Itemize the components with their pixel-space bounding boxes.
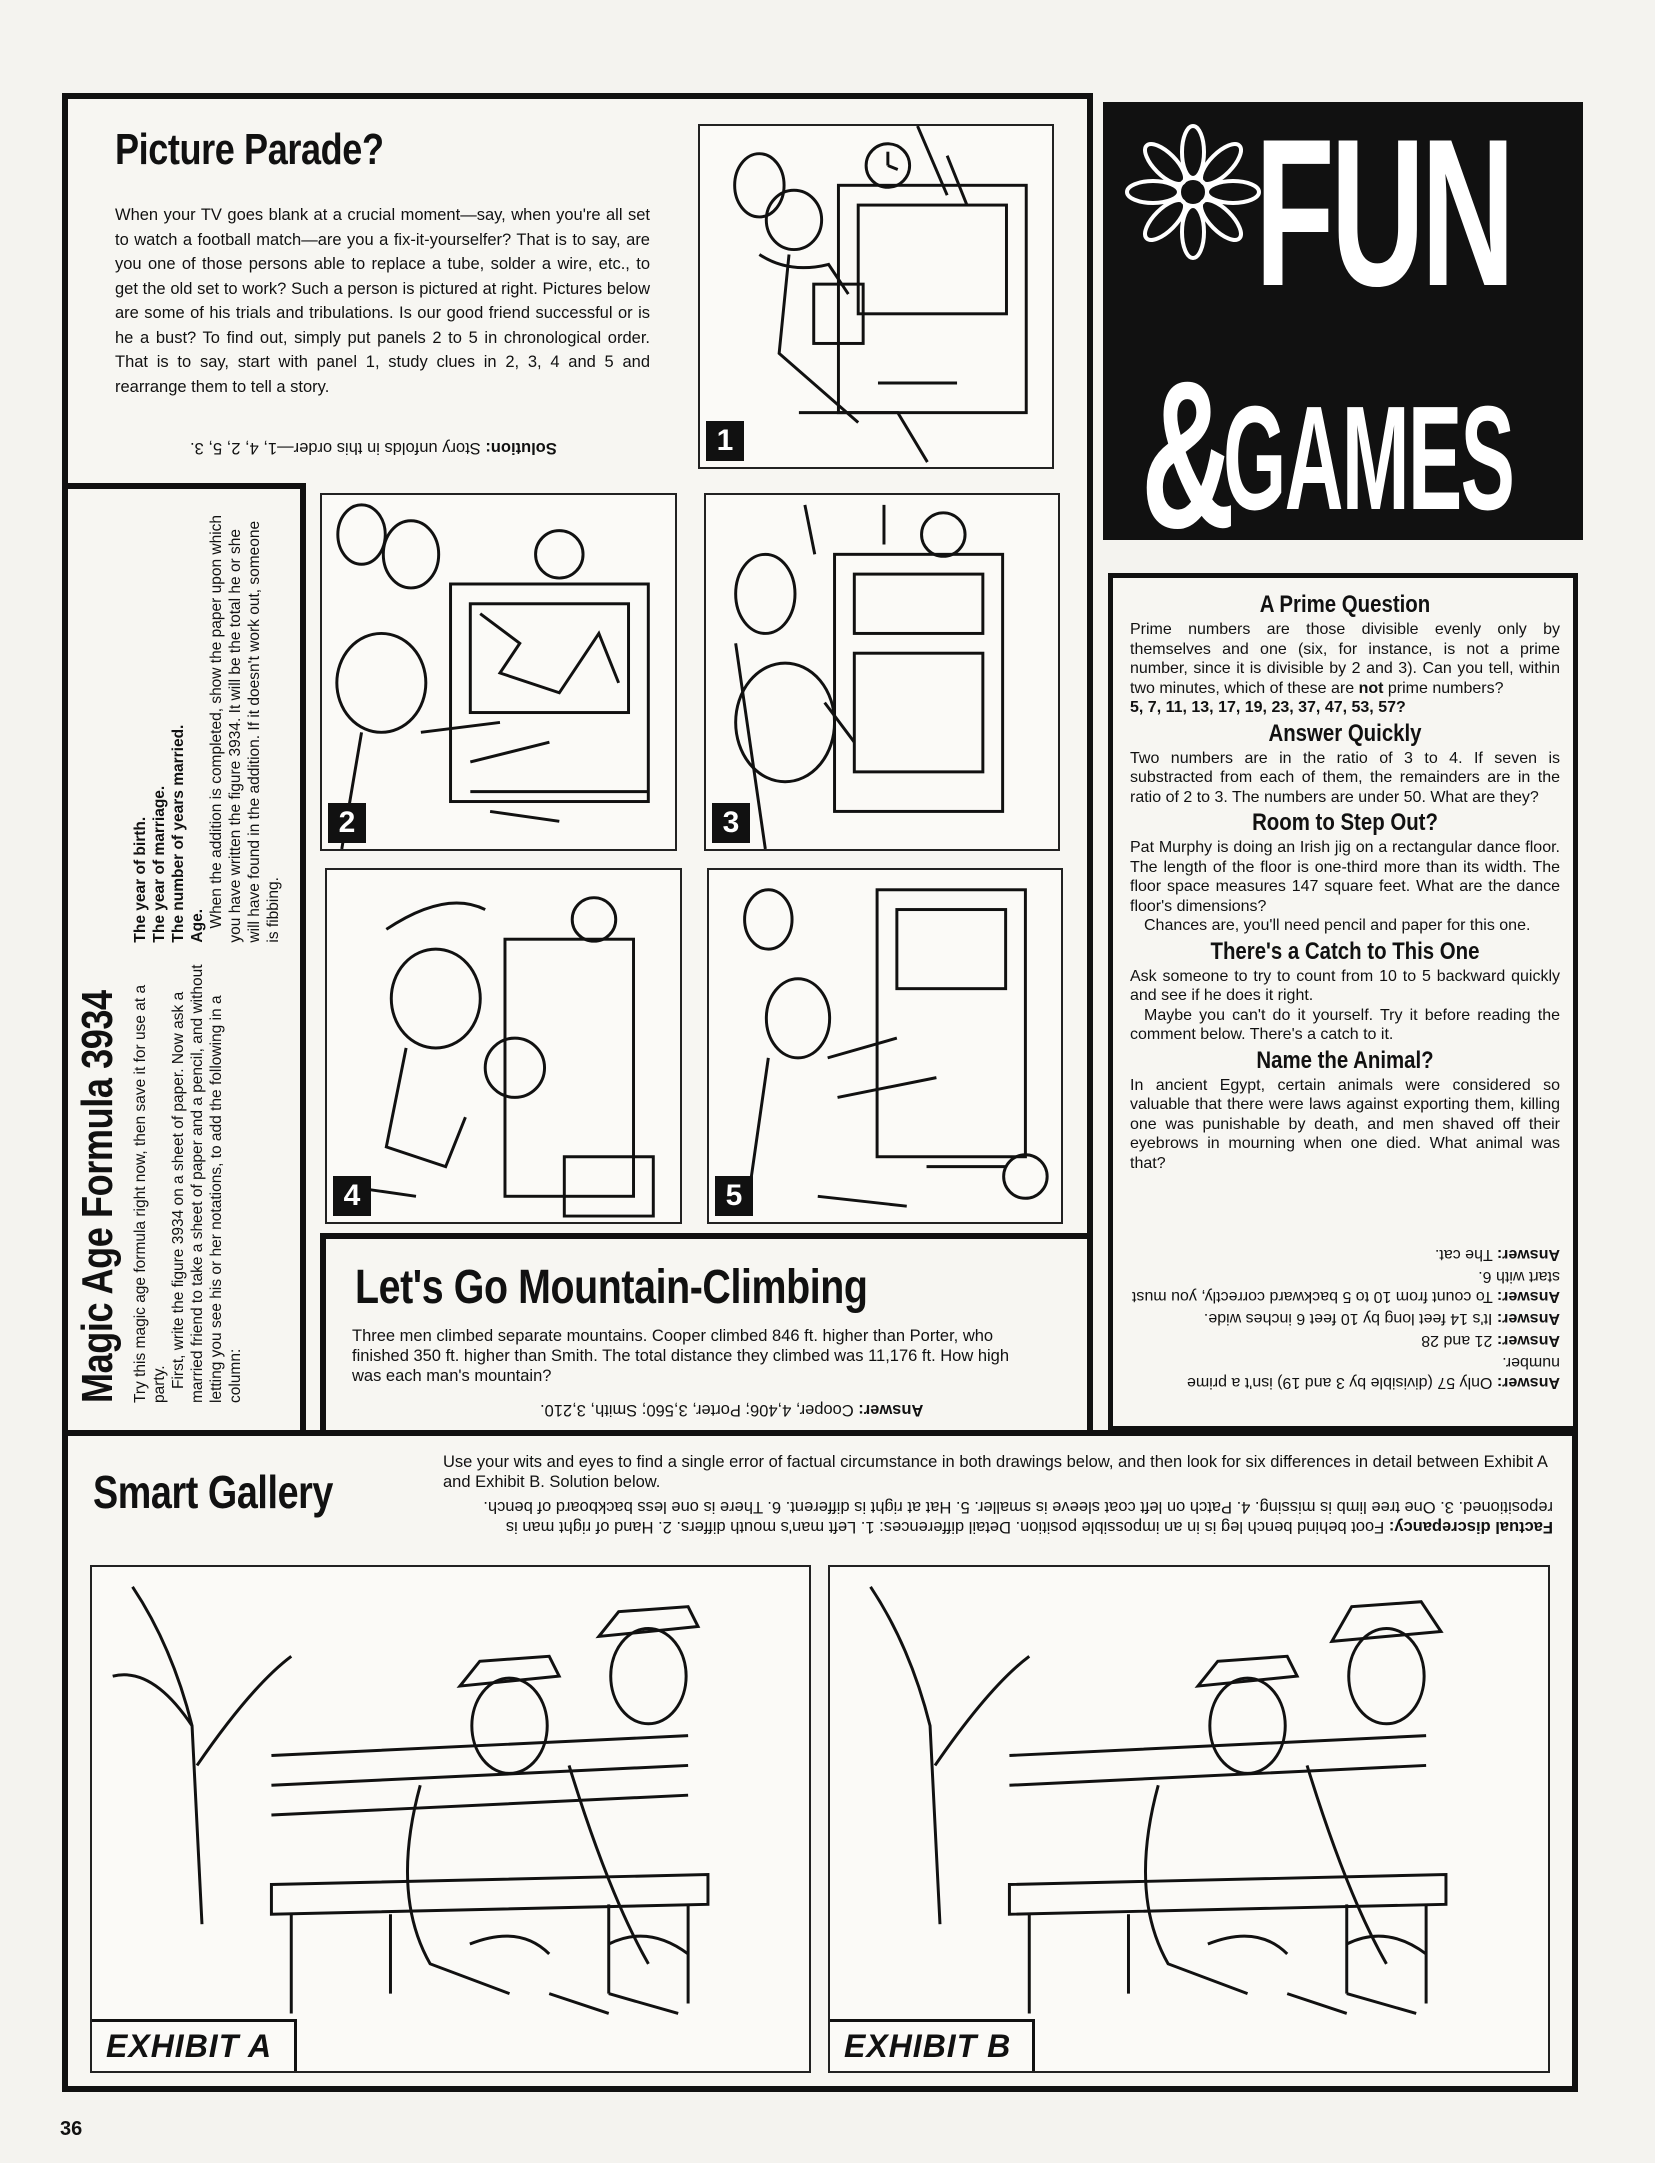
list-item: Age. xyxy=(189,908,206,943)
tv-repair-illustration-3 xyxy=(706,495,1058,849)
magic-age-list xyxy=(131,508,207,943)
panel-number: 4 xyxy=(333,1176,371,1216)
exhibit-b xyxy=(828,1565,1550,2073)
fun-and-games-header xyxy=(1103,95,1583,572)
puzzle-text: Pat Murphy is doing an Irish jig on a rectangular dance floor. The length of the floor is one-third more than its width. The floor space measures 147 square feet. What are the dance floor's dimensions? xyxy=(1130,839,1560,915)
exhibit-b-label: EXHIBIT B xyxy=(830,2019,1035,2071)
answer-item: Answer: Only 57 (divisible by 3 and 19) isn't a prime number. xyxy=(1187,1354,1560,1391)
exhibit-a xyxy=(90,1565,811,2073)
panel-3 xyxy=(704,493,1060,851)
tv-repair-illustration-2 xyxy=(322,495,675,849)
exhibit-a-label: EXHIBIT A xyxy=(92,2019,297,2071)
ampersand: & xyxy=(1141,337,1236,572)
smart-gallery-solution xyxy=(443,1497,1553,1537)
solution-text: Foot behind bench leg is in an impossible position. Detail differences: 1. Left man's mouth differs. 2. Hand of right man is repositioned. 3. One tree limb is missing. 4. Patch on left coat sleeve is smaller. 5. Hat at right is different. 6. There is one less backboard of bench. xyxy=(483,1498,1553,1536)
answer-text: Cooper, 4,406; Porter, 3,560; Smith, 3,210. xyxy=(540,1401,859,1419)
panel-number: 3 xyxy=(712,803,750,843)
fun-heading: FUN xyxy=(1255,95,1512,330)
prime-number-list: 5, 7, 11, 13, 17, 19, 23, 37, 47, 53, 57? xyxy=(1130,699,1406,716)
magic-age-instructions: First, write the figure 3934 on a sheet of paper. Now ask a married friend to take a sheet of paper and a pencil, and without letting you see his or her notations, to add the following in a column: xyxy=(170,964,244,1403)
puzzles-list xyxy=(1130,589,1560,1173)
bench-illustration-a xyxy=(92,1567,809,2071)
puzzle-title: Room to Step Out? xyxy=(1252,809,1438,836)
smart-gallery-intro: Use your wits and eyes to find a single error of factual circumstance in both drawings below, and then look for six differences in detail between Exhibit A and Exhibit B. Solution below. xyxy=(443,1453,1547,1491)
puzzle-text: Chances are, you'll need pencil and paper for this one. xyxy=(1144,917,1531,934)
puzzle-title: A Prime Question xyxy=(1259,591,1431,618)
page-number: 36 xyxy=(60,2118,83,2140)
tv-repair-illustration-5 xyxy=(709,870,1061,1222)
picture-parade-solution xyxy=(190,438,557,457)
list-item: The number of years married. xyxy=(170,724,187,943)
answer-item: Answer: 21 and 28 xyxy=(1421,1332,1560,1349)
solution-text: Story unfolds in this order—1, 4, 2, 5, 3. xyxy=(190,439,486,457)
mountain-answer xyxy=(540,1400,923,1419)
list-item: The year of marriage. xyxy=(151,785,168,943)
mountain-text: Three men climbed separate mountains. Cooper climbed 846 ft. higher than Porter, who finished 350 ft. higher than Smith. The total distance they climbed was 11,176 ft. How high was each man's mountain? xyxy=(352,1327,1010,1385)
games-heading: GAMES xyxy=(1223,376,1514,541)
solution-label: Factual discrepancy: xyxy=(1388,1518,1553,1536)
puzzle-title: There's a Catch to This One xyxy=(1210,937,1480,965)
magic-age-section xyxy=(65,488,285,1423)
magic-age-conclusion: When the addition is completed, show the paper upon which you have written the figure 3934. It will be the total he or she will have found in the addition. If it doesn't work out, someone is fibbing. xyxy=(208,514,282,943)
tv-repair-illustration-1 xyxy=(700,126,1052,467)
panel-4 xyxy=(325,868,682,1224)
panel-2 xyxy=(320,493,677,851)
magic-age-intro: Try this magic age formula right now, then save it for use at a party. xyxy=(132,984,168,1403)
emphasis: not xyxy=(1358,679,1384,697)
puzzle-text: In ancient Egypt, certain animals were considered so valuable that there were laws against exporting them, killing one was punishable by death, and men shaved off their eyebrows in mourning when one died. What animal was that? xyxy=(1130,1076,1560,1172)
flower-icon xyxy=(1123,122,1263,262)
answer-item: Answer: It's 14 feet long by 10 feet 6 inches wide. xyxy=(1203,1310,1560,1327)
panel-number: 1 xyxy=(706,421,744,461)
bench-illustration-b xyxy=(830,1567,1548,2071)
puzzle-text: Prime numbers are those divisible evenly only by themselves and one (six, for instance, is not a prime number, since it is divisible by 2 and 3). Can you tell, within two minutes, which of these are not prime numbers? 5, 7, 11, 13, 17, 19, 23, 37, 47, 53, 57? xyxy=(1130,621,1560,716)
panel-5 xyxy=(707,868,1063,1224)
solution-label: Solution: xyxy=(485,439,557,457)
puzzle-text: Two numbers are in the ratio of 3 to 4. If seven is substracted from each of them, the remainders are in the ratio of 2 to 3. The numbers are under 50. What are they? xyxy=(1130,749,1560,806)
picture-parade-title: Picture Parade? xyxy=(115,125,384,174)
picture-parade-text: When your TV goes blank at a crucial moment—say, when you're all set to watch a football match—are you a fix-it-yourselfer? That is to say, are you one of those persons able to replace a tube, solder a wire, etc., to get the old set to work? Such a person is pictured at right. Pictures below are some of his trials and tribulations. Is our good friend successful or is he a bust? To find out, simply put panels 2 to 5 in chronological order. That is to say, start with panel 1, study clues in 2, 3, 4 and 5 and rearrange them to tell a story. xyxy=(115,206,650,396)
puzzle-answers xyxy=(1130,1242,1560,1392)
mountain-title: Let's Go Mountain-Climbing xyxy=(355,1261,868,1314)
puzzle-text: Maybe you can't do it yourself. Try it before reading the comment below. There's a catch to it. xyxy=(1130,1006,1560,1043)
panel-number: 2 xyxy=(328,803,366,843)
puzzle-title: Name the Animal? xyxy=(1256,1046,1434,1074)
answer-item: Answer: To count from 10 to 5 backward correctly, you must start with 6. xyxy=(1131,1268,1560,1305)
panel-number: 5 xyxy=(715,1176,753,1216)
tv-repair-illustration-4 xyxy=(327,870,680,1222)
puzzle-title: Answer Quickly xyxy=(1268,719,1422,747)
magic-age-title: Magic Age Formula 3934 xyxy=(73,990,122,1403)
smart-gallery-title: Smart Gallery xyxy=(93,1466,333,1518)
panel-1 xyxy=(698,124,1054,469)
puzzle-text: Ask someone to try to count from 10 to 5 backward quickly and see if he does it right. xyxy=(1130,967,1560,1004)
list-item: The year of birth. xyxy=(132,816,149,943)
answer-label: Answer: xyxy=(858,1401,924,1419)
answer-item: Answer: The cat. xyxy=(1434,1246,1560,1263)
